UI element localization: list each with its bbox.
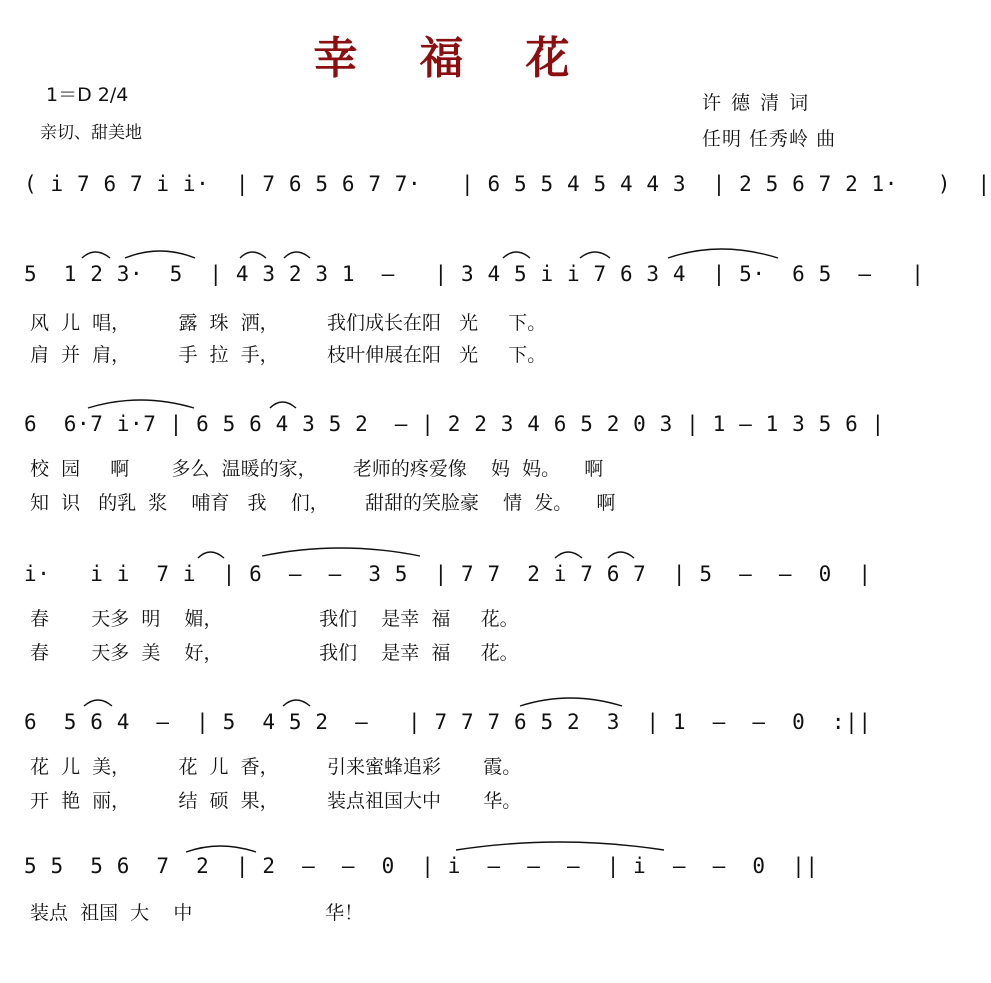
song-title: 幸福花 <box>313 33 632 84</box>
tie-17 <box>186 846 256 852</box>
slur-12 <box>555 552 582 558</box>
slur-group <box>82 249 778 852</box>
slur-10 <box>198 552 224 558</box>
key-time-signature: 1＝D 2/4 <box>46 84 129 106</box>
lyric-row-2-verse-2: 知 识 的乳 浆 哺育 我 们， 甜甜的笑脸豪 情 发。 啊 <box>30 492 616 514</box>
notation-row-3: i· i i 7 i | 6 – – 3 5 | 7 7 2 i 7 6 7 | 5 – – 0 | <box>24 562 872 586</box>
lyric-row-1-verse-1: 风 儿 唱， 露 珠 洒， 我们成长在阳 光 下。 <box>30 312 547 334</box>
lyric-row-1-verse-2: 肩 并 肩， 手 拉 手， 枝叶伸展在阳 光 下。 <box>30 344 547 366</box>
slur-16 <box>520 698 622 706</box>
notation-row-4: 6 5 6 4 – | 5 4 5 2 – | 7 7 7 6 5 2 3 | 1 – – 0 :|| <box>24 710 872 734</box>
slur-4 <box>284 252 310 258</box>
lyric-row-4-verse-2: 开 艳 丽， 结 硕 果， 装点祖国大中 华。 <box>30 790 522 812</box>
expression-marking: 亲切、甜美地 <box>40 123 142 143</box>
slur-14 <box>84 700 112 706</box>
slur-13 <box>608 552 634 558</box>
lyric-row-2-verse-1: 校 园 啊 多么 温暖的家， 老师的疼爱像 妈 妈。 啊 <box>30 458 604 480</box>
lyricist-credit: 许 德 清 词 <box>702 92 811 114</box>
slur-1 <box>82 252 110 258</box>
slur-11 <box>262 548 420 556</box>
slur-6 <box>580 252 610 258</box>
lyric-row-4-verse-1: 花 儿 美， 花 儿 香， 引来蜜蜂追彩 霞。 <box>30 756 522 778</box>
lyric-row-5: 装点 祖国 大 中 华！ <box>30 902 364 924</box>
notation-row-1: 5 1 2 3· 5 | 4 3 2 3 1 – | 3 4 5 i i 7 6 3 4 | 5· 6 5 – | <box>24 262 925 286</box>
lyric-row-3-verse-2: 春 天多 美 好， 我们 是幸 福 花。 <box>30 642 519 664</box>
slur-8 <box>88 400 194 408</box>
slur-2 <box>125 251 195 258</box>
slur-3 <box>240 252 266 258</box>
lyric-row-3-verse-1: 春 天多 明 媚， 我们 是幸 福 花。 <box>30 608 519 630</box>
composer-credit: 任明 任秀岭 曲 <box>702 128 837 150</box>
notation-row-intro: ( i 7 6 7 i i· | 7 6 5 6 7 7· | 6 5 5 4 5 4 4 3 | 2 5 6 7 2 1· ) | <box>24 172 991 196</box>
slur-15 <box>283 700 310 706</box>
slur-5 <box>503 252 530 258</box>
tie-18 <box>456 842 664 850</box>
slur-7 <box>668 249 778 258</box>
notation-row-2: 6 6·7 i·7 | 6 5 6 4 3 5 2 – | 2 2 3 4 6 5 2 0 3 | 1 – 1 3 5 6 | <box>24 412 885 436</box>
slur-9 <box>270 402 296 408</box>
notation-row-5: 5 5 5 6 7 2 | 2 – – 0 | i – – – | i – – 0 || <box>24 854 819 878</box>
